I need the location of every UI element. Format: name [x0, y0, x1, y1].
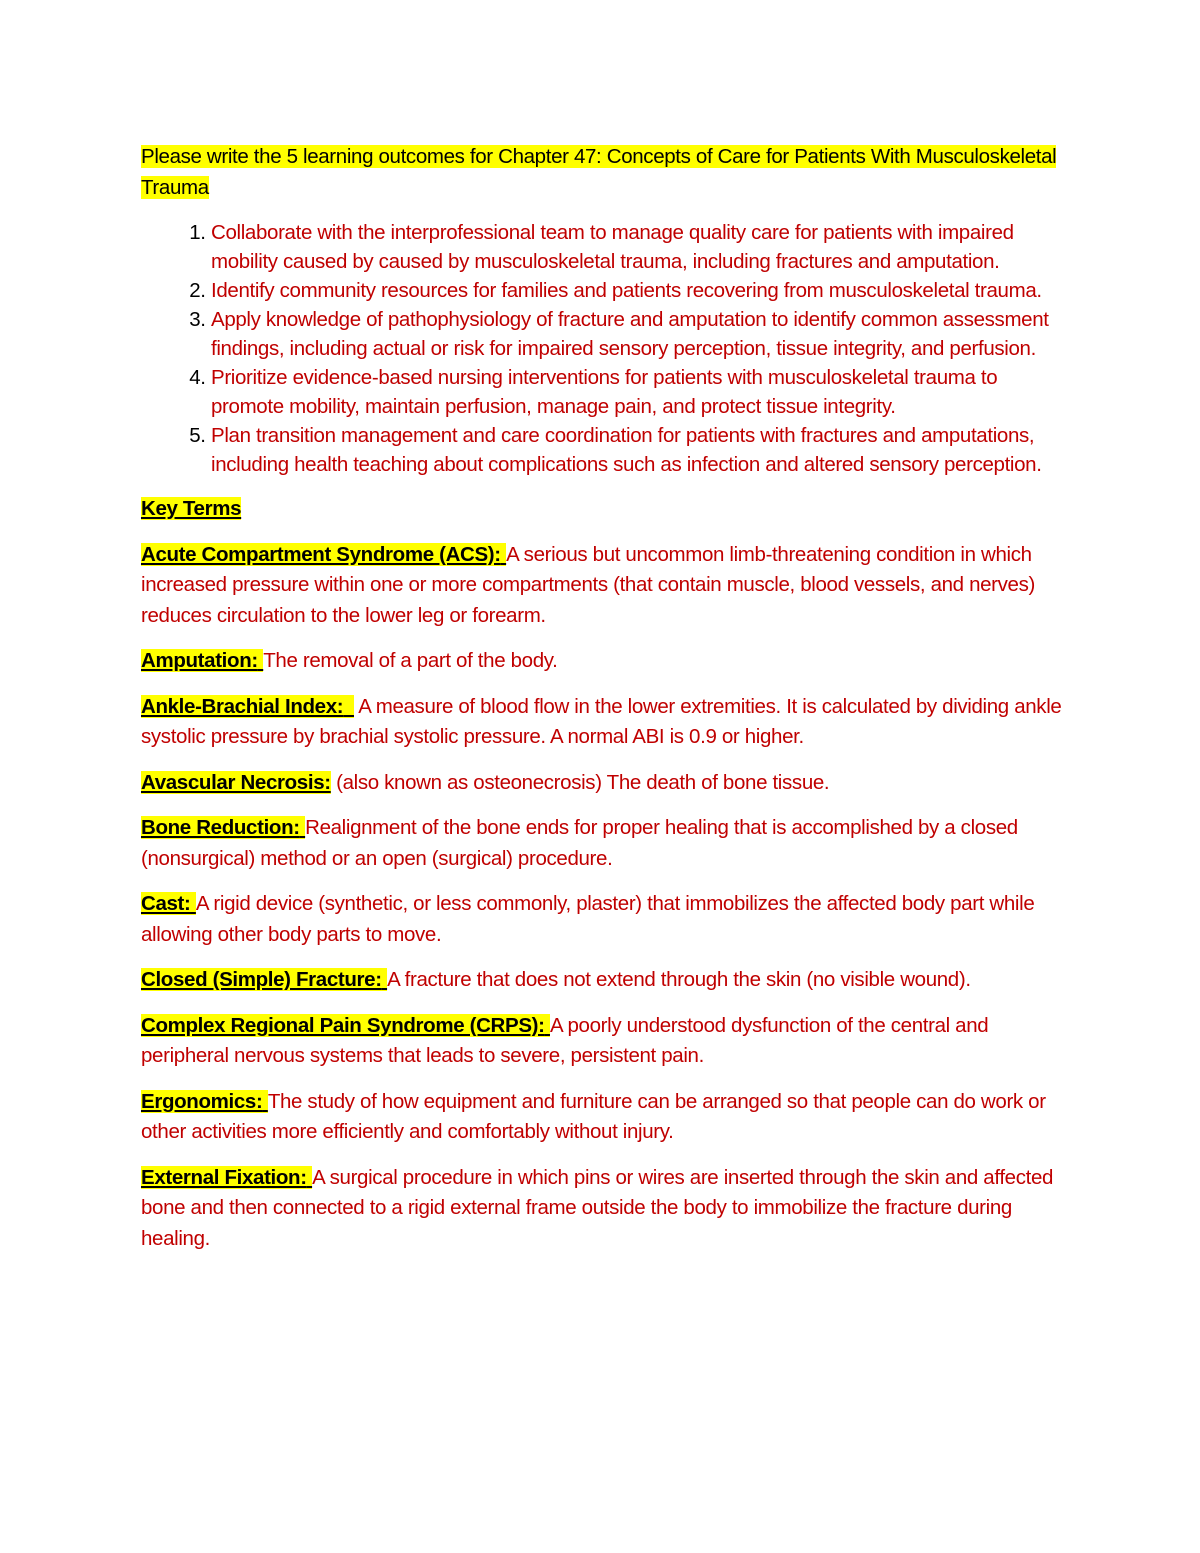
- list-item: 2. Identify community resources for families and patients recovering from musculoskeletal trauma.: [211, 276, 1066, 305]
- term-definition: The study of how equipment and furniture can be arranged so that people can do work or other activities more efficiently and comfortably without injury.: [141, 1089, 1046, 1143]
- term-name-text: Ergonomics:: [141, 1089, 263, 1113]
- key-terms-heading-text: Key Terms: [141, 497, 242, 520]
- term-name-text: Acute Compartment Syndrome (ACS):: [141, 542, 501, 566]
- term-entry: [141, 768, 1066, 799]
- list-item: 1. Collaborate with the interprofessional team to manage quality care for patients with impaired mobility caused by caused by musculoskeletal trauma, including fractures and amputation.: [211, 218, 1066, 276]
- term-name-text: Cast:: [141, 892, 191, 915]
- term-gap: [343, 695, 354, 718]
- term-name: [141, 816, 305, 839]
- term-name-text: Avascular Necrosis:: [141, 770, 331, 794]
- term-name: [141, 1014, 550, 1037]
- term-name-text: External Fixation:: [141, 1165, 307, 1189]
- prompt-text: Please write the 5 learning outcomes for Chapter 47: Concepts of Care for Patients With Musculoskeletal Trauma: [141, 145, 1057, 199]
- term-definition: A serious but uncommon limb-threatening condition in which increased pressure within one or more compartments (that contain muscle, blood vessels, and nerves) reduces circulation to the lower leg or forearm.: [141, 542, 1035, 627]
- term-name: [141, 771, 331, 794]
- key-terms-heading: [141, 494, 1066, 525]
- term-name-text: Bone Reduction:: [141, 816, 300, 839]
- term-definition: A rigid device (synthetic, or less commonly, plaster) that immobilizes the affected body part while allowing other body parts to move.: [141, 892, 1035, 946]
- term-definition: A poorly understood dysfunction of the central and peripheral nervous systems that leads to severe, persistent pain.: [141, 1013, 989, 1067]
- document-page: [141, 142, 1066, 1269]
- term-entry: [141, 692, 1066, 753]
- term-name: [141, 1166, 312, 1189]
- prompt-paragraph: [141, 142, 1066, 203]
- term-definition: The removal of a part of the body.: [263, 649, 558, 672]
- term-entry: [141, 1163, 1066, 1255]
- list-item: 5. Plan transition management and care coordination for patients with fractures and amputations, including health teaching about complications such as infection and altered sensory perception.: [211, 421, 1066, 479]
- term-definition: Realignment of the bone ends for proper healing that is accomplished by a closed (nonsurgical) method or an open (surgical) procedure.: [141, 816, 1018, 870]
- term-entry: [141, 1011, 1066, 1072]
- term-entry: [141, 540, 1066, 632]
- term-name: [141, 892, 196, 915]
- term-name: [141, 968, 387, 991]
- term-definition: A measure of blood flow in the lower extremities. It is calculated by dividing ankle systolic pressure by brachial systolic pressure. A normal ABI is 0.9 or higher.: [141, 694, 1062, 748]
- term-name: [141, 649, 263, 672]
- list-item: 4. Prioritize evidence-based nursing interventions for patients with musculoskeletal trauma to promote mobility, maintain perfusion, manage pain, and protect tissue integrity.: [211, 363, 1066, 421]
- term-name: [141, 695, 354, 718]
- term-name-text: Complex Regional Pain Syndrome (CRPS):: [141, 1013, 545, 1037]
- term-definition: (also known as osteonecrosis) The death of bone tissue.: [336, 770, 830, 794]
- term-name-text: Closed (Simple) Fracture:: [141, 968, 382, 991]
- term-entry: [141, 965, 1066, 996]
- list-item: 3. Apply knowledge of pathophysiology of fracture and amputation to identify common assessment findings, including actual or risk for impaired sensory perception, tissue integrity, and perfusion.: [211, 305, 1066, 363]
- term-entry: [141, 646, 1066, 677]
- term-name: [141, 543, 506, 566]
- term-entry: [141, 889, 1066, 950]
- term-entry: [141, 813, 1066, 874]
- term-name-text: Amputation:: [141, 649, 258, 672]
- term-definition: A fracture that does not extend through the skin (no visible wound).: [387, 968, 971, 991]
- term-definition: A surgical procedure in which pins or wires are inserted through the skin and affected bone and then connected to a rigid external frame outside the body to immobilize the fracture during healing.: [141, 1165, 1054, 1250]
- term-entry: [141, 1087, 1066, 1148]
- term-name-text: Ankle-Brachial Index:: [141, 694, 344, 718]
- term-name: [141, 1090, 268, 1113]
- learning-outcomes-list: [141, 218, 1066, 479]
